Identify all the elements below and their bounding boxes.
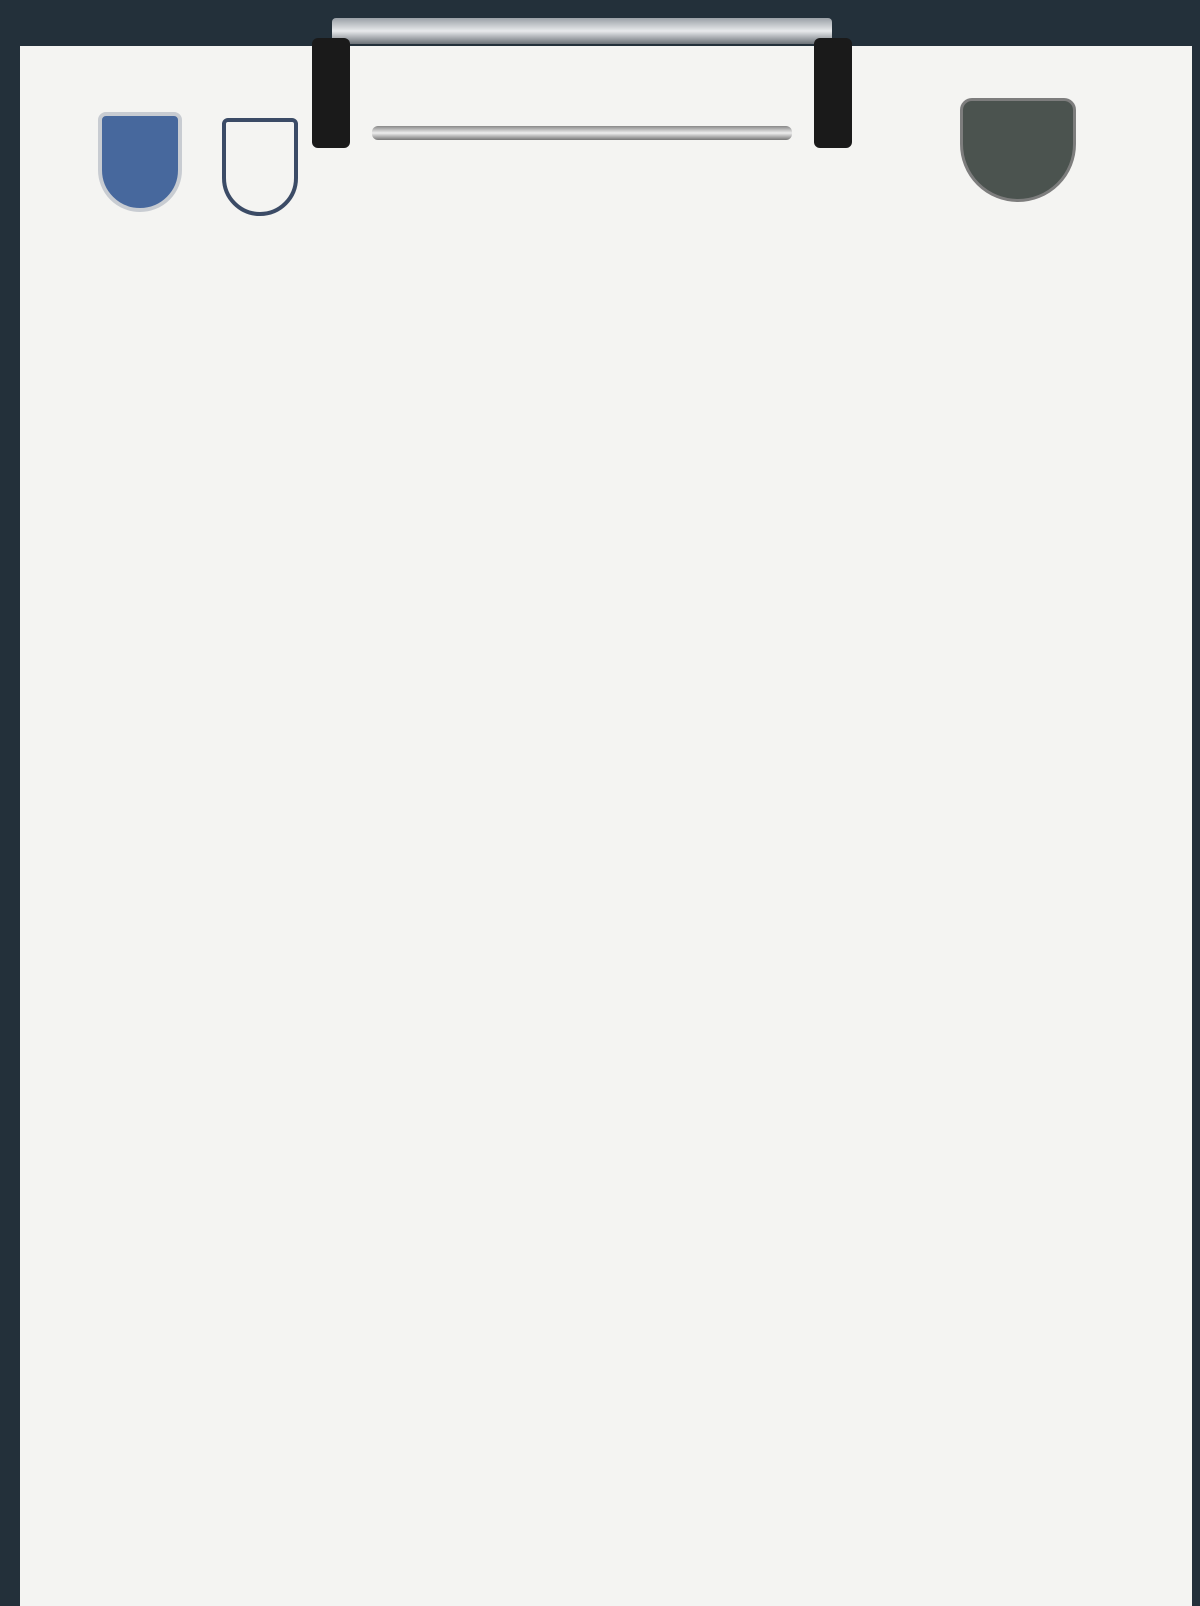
clip-bar: [332, 18, 832, 44]
clip-arm-right: [814, 38, 852, 148]
clip-arm-left: [312, 38, 350, 148]
lnd-logo: [98, 112, 182, 212]
clipboard-clip: [312, 8, 852, 158]
italia-logo: [222, 118, 298, 216]
clip-rod: [372, 126, 792, 140]
